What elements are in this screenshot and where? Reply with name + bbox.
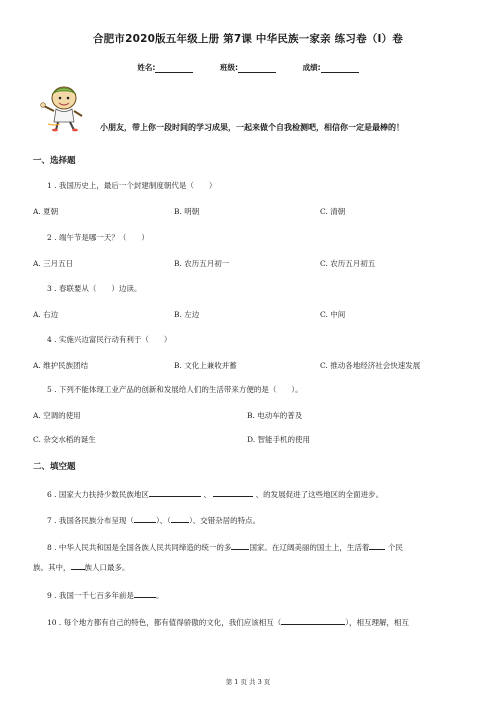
q8-blank-2[interactable] <box>369 541 385 550</box>
q8-blank-1[interactable] <box>231 541 249 550</box>
q2-option-c[interactable]: C. 农历五月初五 <box>320 259 376 268</box>
q2-option-b[interactable]: B. 农历五月初一 <box>174 259 230 268</box>
q7-text-a: 7 . 我国各民族分布呈现（ <box>47 516 134 525</box>
q5-option-a[interactable]: A. 空调的使用 <box>33 411 81 420</box>
q8-text-line2a: 族。其中， <box>33 563 71 572</box>
question-8-line-2 <box>33 561 130 573</box>
page-title: 合肥市2020版五年级上册 第7课 中华民族一家亲 练习卷（I）卷 <box>92 33 403 45</box>
question-6 <box>47 488 383 500</box>
q8-text-a: 8 . 中华人民共和国是全国各族人民共同缔造的统一的多 <box>47 543 232 552</box>
q3-option-b[interactable]: B. 左边 <box>174 310 200 319</box>
q2-option-a[interactable]: A. 三月五日 <box>33 259 74 268</box>
q5-option-b[interactable]: B. 电动车的普及 <box>247 411 303 420</box>
q7-blank-1[interactable] <box>134 514 156 523</box>
q6-text-a: 6 . 国家大力扶持少数民族地区 <box>47 490 149 499</box>
q7-text-c: ）、交错杂居的特点。 <box>188 516 261 525</box>
name-label: 姓名: <box>137 63 156 72</box>
cartoon-mascot-icon <box>34 80 94 132</box>
q4-option-b[interactable]: B. 文化上兼收并蓄 <box>174 361 237 370</box>
q1-option-a[interactable]: A. 夏朝 <box>33 207 59 216</box>
q8-text-b: 国家。在辽阔美丽的国土上，生活着 <box>249 543 370 552</box>
q7-text-b: ）、（ <box>155 516 171 525</box>
section-choice-heading: 一、选择题 <box>33 156 76 166</box>
section-fill-heading: 二、填空题 <box>33 462 76 472</box>
q6-text-c: 、的发展促进了这些地区的全面进步。 <box>255 490 384 499</box>
q3-option-c[interactable]: C. 中间 <box>320 310 346 319</box>
q3-option-a[interactable]: A. 右边 <box>33 310 59 319</box>
student-info-line <box>0 62 496 73</box>
q10-text-a: 10 . 每个地方都有自己的特色，都有值得骄傲的文化，我们应该相互（ <box>47 618 282 627</box>
q8-text-line2b: 族人口最多。 <box>84 563 130 572</box>
q10-blank-1[interactable] <box>281 616 345 625</box>
score-group <box>303 62 359 73</box>
q6-blank-1[interactable] <box>149 488 201 497</box>
q9-blank-1[interactable] <box>134 589 156 598</box>
q7-blank-2[interactable] <box>171 514 189 523</box>
q1-option-b[interactable]: B. 明朝 <box>174 207 200 216</box>
class-group <box>220 62 276 73</box>
name-blank[interactable] <box>155 64 193 73</box>
question-2: 2 . 端午节是哪一天？（ ） <box>47 233 149 242</box>
q5-option-c[interactable]: C. 杂交水稻的诞生 <box>33 435 96 444</box>
q4-option-a[interactable]: A. 维护民族团结 <box>33 361 89 370</box>
question-9 <box>47 589 163 601</box>
question-1: 1 . 我国历史上，最后一个封建制度朝代是（ ） <box>47 181 217 190</box>
q9-text-b: 。 <box>155 591 164 600</box>
q8-blank-3[interactable] <box>71 561 85 570</box>
name-group <box>137 62 193 73</box>
page-footer: 第 1 页 共 3 页 <box>225 678 271 686</box>
question-3: 3 . 春联要从（ ）边读。 <box>47 284 142 293</box>
q6-text-b: 、 <box>203 490 211 499</box>
question-8 <box>47 541 403 553</box>
question-10 <box>47 616 409 628</box>
score-blank[interactable] <box>321 64 359 73</box>
q1-option-c[interactable]: C. 清朝 <box>320 207 346 216</box>
q10-text-b: ），相互理解，相互 <box>345 618 409 627</box>
q5-option-d[interactable]: D. 智能手机的使用 <box>247 435 311 444</box>
motto-text: 小朋友，带上你一段时间的学习成果，一起来做个自我检测吧，相信你一定是最棒的！ <box>100 122 404 132</box>
question-7 <box>47 514 260 526</box>
question-4: 4 . 实施兴边富民行动有利于（ ） <box>47 335 172 344</box>
q8-text-c: 个民 <box>387 543 403 552</box>
q9-text-a: 9 . 我国一千七百多年前是 <box>47 591 134 600</box>
class-label: 班级: <box>220 63 238 72</box>
q6-blank-2[interactable] <box>213 488 253 497</box>
class-blank[interactable] <box>238 64 276 73</box>
score-label: 成绩: <box>302 63 321 72</box>
q4-option-c[interactable]: C. 推动各地经济社会快速发展 <box>320 361 421 370</box>
question-5: 5 . 下列不能体现工业产品的创新和发展给人们的生活带来方便的是（ ）。 <box>47 385 303 394</box>
